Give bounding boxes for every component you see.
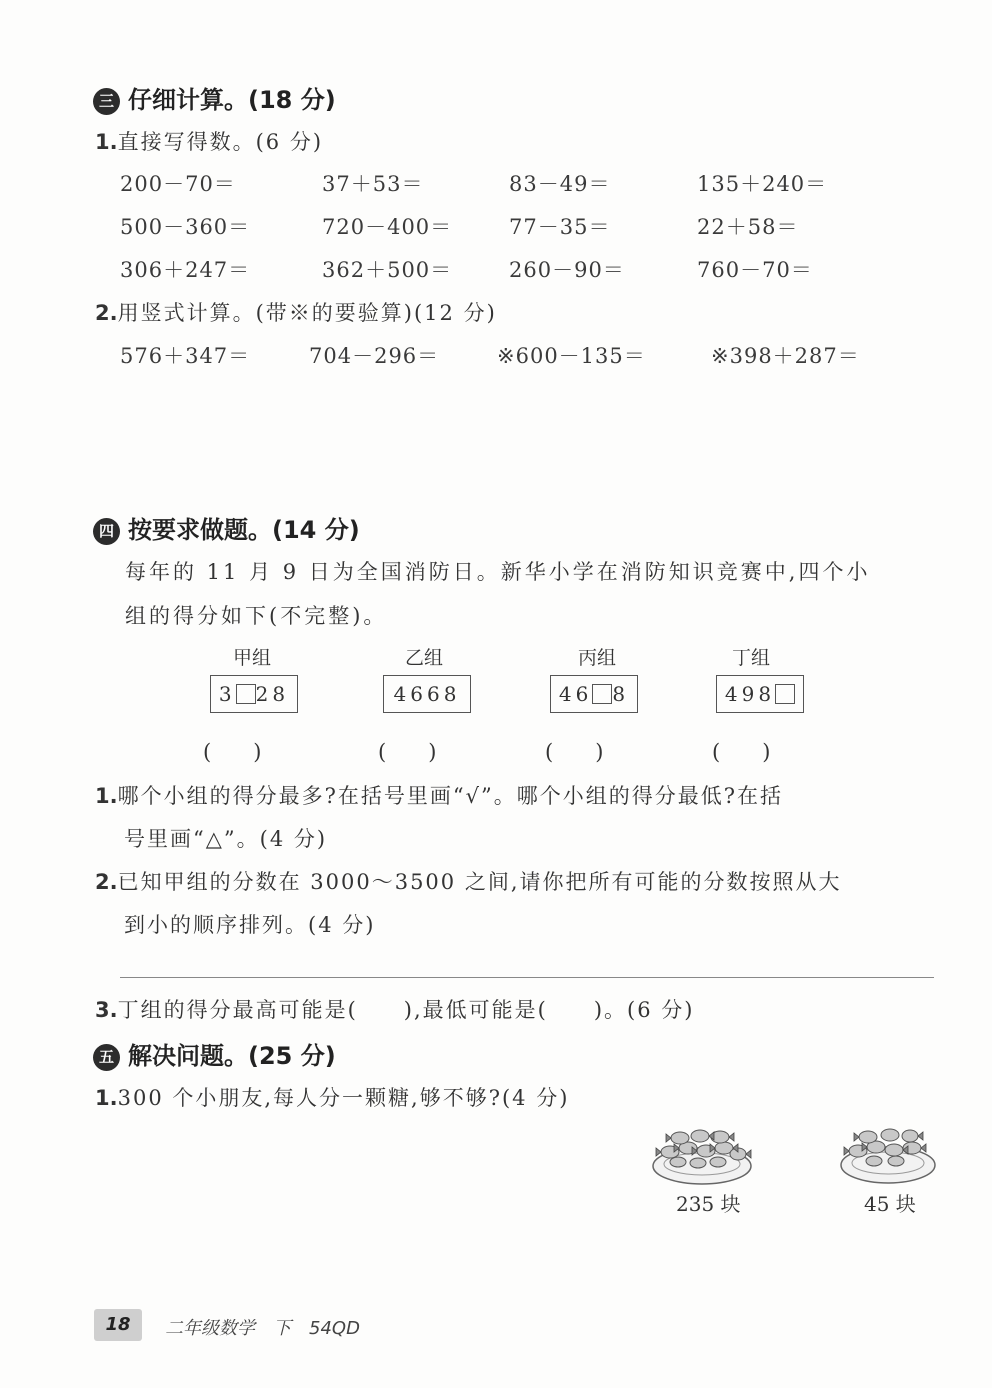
section-badge: 五 bbox=[93, 1044, 120, 1071]
question-text: 用竖式计算。(带※的要验算)(12 分) bbox=[117, 301, 497, 325]
question-number: 1. bbox=[95, 130, 118, 154]
question-number: 2. bbox=[95, 301, 118, 325]
question-text: 哪个小组的得分最多?在括号里画“√”。哪个小组的得分最低?在括 bbox=[117, 784, 783, 808]
equation: 260－90＝ bbox=[509, 258, 625, 282]
equation: 306＋247＝ bbox=[120, 258, 251, 282]
section3-title bbox=[93, 80, 336, 115]
equation: 77－35＝ bbox=[509, 215, 611, 239]
section-title-text: 解决问题。(25 分) bbox=[128, 1042, 336, 1070]
plate-caption: 45 块 bbox=[864, 1192, 916, 1216]
score-box-ding bbox=[716, 675, 804, 713]
group-label: 丁组 bbox=[732, 647, 771, 669]
vertical-equation: ※600－135＝ bbox=[497, 344, 646, 368]
group-label: 丙组 bbox=[578, 647, 617, 669]
score-digits: 4668 bbox=[393, 682, 461, 706]
equation: 362＋500＝ bbox=[322, 258, 453, 282]
equation: 83－49＝ bbox=[509, 172, 611, 196]
score-digits: 498 bbox=[724, 682, 776, 706]
score-box-yi bbox=[383, 675, 471, 713]
section4-title bbox=[93, 510, 360, 545]
answer-parens[interactable]: ( ) bbox=[378, 740, 437, 764]
score-digits: 46 bbox=[558, 682, 593, 706]
answer-parens[interactable]: ( ) bbox=[203, 740, 262, 764]
paragraph-line: 每年的 11 月 9 日为全国消防日。新华小学在消防知识竞赛中,四个小 bbox=[125, 560, 871, 584]
question-4-1 bbox=[95, 780, 783, 810]
equation: 135＋240＝ bbox=[697, 172, 828, 196]
candy-plate-image bbox=[838, 1118, 938, 1186]
section-badge: 三 bbox=[93, 88, 120, 115]
answer-parens[interactable]: ( ) bbox=[545, 740, 604, 764]
group-label: 甲组 bbox=[233, 647, 272, 669]
score-digits: 28 bbox=[255, 682, 290, 706]
question-text: 直接写得数。(6 分) bbox=[117, 130, 324, 154]
question-text-cont: 号里画“△”。(4 分) bbox=[124, 827, 328, 851]
question-text: 丁组的得分最高可能是( ),最低可能是( )。(6 分) bbox=[117, 998, 695, 1022]
section-title-text: 按要求做题。(14 分) bbox=[128, 516, 360, 544]
plate-caption: 235 块 bbox=[676, 1192, 741, 1216]
question-3-1 bbox=[95, 126, 323, 156]
question-text-cont: 到小的顺序排列。(4 分) bbox=[124, 913, 376, 937]
question-number: 1. bbox=[95, 1086, 118, 1110]
equation: 200－70＝ bbox=[120, 172, 236, 196]
paragraph-line: 组的得分如下(不完整)。 bbox=[125, 604, 388, 628]
answer-line[interactable] bbox=[120, 977, 934, 978]
equation: 37＋53＝ bbox=[322, 172, 424, 196]
vertical-equation: ※398＋287＝ bbox=[711, 344, 860, 368]
vertical-equation: 576＋347＝ bbox=[120, 344, 251, 368]
question-4-2 bbox=[95, 866, 842, 896]
candy-plate-image bbox=[650, 1118, 754, 1188]
question-text: 已知甲组的分数在 3000～3500 之间,请你把所有可能的分数按照从大 bbox=[117, 870, 842, 894]
score-box-jia bbox=[210, 675, 298, 713]
question-5-1 bbox=[95, 1082, 569, 1112]
page-number: 18 bbox=[94, 1309, 142, 1341]
vertical-equation: 704－296＝ bbox=[309, 344, 440, 368]
equation: 760－70＝ bbox=[697, 258, 813, 282]
digit-blank[interactable] bbox=[592, 684, 612, 704]
question-number: 2. bbox=[95, 870, 118, 894]
question-3-2 bbox=[95, 297, 497, 327]
equation: 22＋58＝ bbox=[697, 215, 799, 239]
section5-title bbox=[93, 1036, 336, 1071]
question-number: 1. bbox=[95, 784, 118, 808]
section-badge: 四 bbox=[93, 518, 120, 545]
book-title: 二年级数学 下 54QD bbox=[165, 1318, 360, 1339]
question-4-3 bbox=[95, 994, 694, 1024]
score-digits: 3 bbox=[218, 682, 236, 706]
group-label: 乙组 bbox=[405, 647, 444, 669]
question-number: 3. bbox=[95, 998, 118, 1022]
digit-blank[interactable] bbox=[775, 684, 795, 704]
equation: 720－400＝ bbox=[322, 215, 453, 239]
answer-parens[interactable]: ( ) bbox=[712, 740, 771, 764]
section-title-text: 仔细计算。(18 分) bbox=[128, 86, 336, 114]
digit-blank[interactable] bbox=[236, 684, 256, 704]
score-box-bing bbox=[550, 675, 638, 713]
question-text: 300 个小朋友,每人分一颗糖,够不够?(4 分) bbox=[117, 1086, 570, 1110]
score-digits: 8 bbox=[612, 682, 630, 706]
equation: 500－360＝ bbox=[120, 215, 251, 239]
